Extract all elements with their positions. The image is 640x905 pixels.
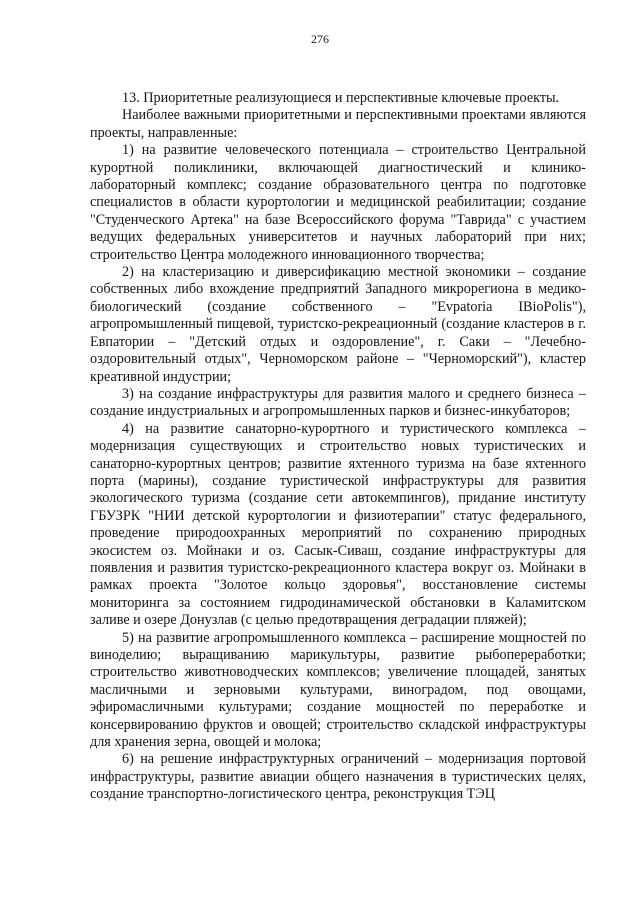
page-content [90, 90, 586, 804]
section-intro: Наиболее важными приоритетными и перспективными проектами являются проекты, направленные: [90, 107, 586, 141]
list-item-6: 6) на решение инфраструктурных ограничений – модернизация портовой инфраструктуры, развитие авиации общего назначения в туристических целях, создание транспортно-логистического центра, реконструкция ТЭЦ [90, 751, 586, 803]
list-item-4: 4) на развитие санаторно-курортного и туристического комплекса – модернизация существующих и строительство новых туристических и санаторно-курортных центров; развитие яхтенного туризма на базе яхтенного порта (марины), создание туристической инфраструктуры для развития экологического туризма (создание сети автокемпингов), придание институту ГБУЗРК "НИИ детской курортологии и физиотерапии" статус федерального, проведение природоохранных мероприятий по сохранению природных экосистем оз. Мойнаки и оз. Сасык-Сиваш, создание инфраструктуры для появления и развития туристско-рекреационного кластера вокруг оз. Мойнаки в рамках проекта "Золотое кольцо здоровья", восстановление системы мониторинга за состоянием гидродинамической обстановки в Каламитском заливе и озере Донузлав (с целью предотвращения деградации пляжей); [90, 420, 586, 629]
list-item-3: 3) на создание инфраструктуры для развития малого и среднего бизнеса – создание индустриальных и агропромышленных парков и бизнес-инкубаторов; [90, 385, 586, 420]
list-item-1: 1) на развитие человеческого потенциала – строительство Центральной курортной поликлиники, включающей диагностический и клинико-лабораторный комплекс; создание образовательного центра по подготовке специалистов в области курортологии и медицинской реабилитации; создание "Студенческого Артека" на базе Всероссийского форума "Таврида" с участием ведущих федеральных университетов и научных лабораторий при них; строительство Центра молодежного инновационного творчества; [90, 142, 586, 263]
list-item-5: 5) на развитие агропромышленного комплекса – расширение мощностей по виноделию; выращиванию марикультуры, развитие рыбопереработки; строительство животноводческих комплексов; увеличение площадей, занятых масличными и зерновыми культурами, виноградом, под овощами, эфиромасличными культурами; создание мощностей по переработке и консервированию фруктов и овощей; строительство складской инфраструктуры для хранения зерна, овощей и молока; [90, 629, 586, 751]
section-heading: 13. Приоритетные реализующиеся и перспективные ключевые проекты. [122, 90, 560, 106]
list-item-2: 2) на кластеризацию и диверсификацию местной экономики – создание собственных либо вхождение предприятий Западного микрорегиона в медико-биологический (создание собственного – "Evpatoria IBioPolis"), агропромышленный пищевой, туристско-рекреационный (создание кластеров в г. Евпатории – "Детский отдых и оздоровление", г. Саки – "Лечебно-оздоровительный отдых", Черноморском районе – "Черноморский"), кластер креативной индустрии; [90, 264, 586, 385]
page-number: 276 [311, 32, 329, 46]
